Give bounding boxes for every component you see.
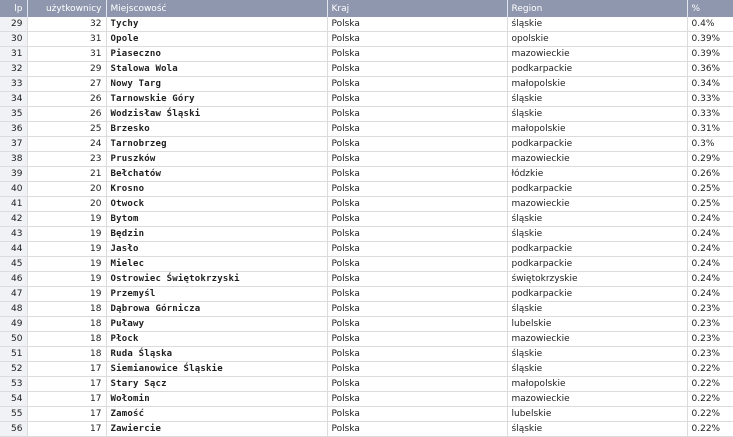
header-users[interactable]: użytkownicy bbox=[27, 0, 106, 17]
cell-city: Tarnowskie Góry bbox=[106, 92, 327, 107]
header-country[interactable]: Kraj bbox=[327, 0, 507, 17]
cell-city: Stalowa Wola bbox=[106, 62, 327, 77]
cell-percent: 0.24% bbox=[687, 257, 733, 272]
cell-region: małopolskie bbox=[507, 122, 687, 137]
cell-percent: 0.34% bbox=[687, 77, 733, 92]
table-row bbox=[0, 227, 733, 242]
table-row bbox=[0, 197, 733, 212]
cell-users: 19 bbox=[27, 227, 106, 242]
cell-region: mazowieckie bbox=[507, 47, 687, 62]
table-row bbox=[0, 332, 733, 347]
cell-users: 23 bbox=[27, 152, 106, 167]
cell-percent: 0.22% bbox=[687, 422, 733, 437]
header-percent[interactable]: % bbox=[687, 0, 733, 17]
cell-region: podkarpackie bbox=[507, 287, 687, 302]
cell-percent: 0.24% bbox=[687, 272, 733, 287]
cell-region: podkarpackie bbox=[507, 62, 687, 77]
cell-country: Polska bbox=[327, 287, 507, 302]
cell-city: Opole bbox=[106, 32, 327, 47]
cell-city: Mielec bbox=[106, 257, 327, 272]
table-row bbox=[0, 47, 733, 62]
cell-region: mazowieckie bbox=[507, 197, 687, 212]
cell-city: Nowy Targ bbox=[106, 77, 327, 92]
table-row bbox=[0, 137, 733, 152]
cell-city: Stary Sącz bbox=[106, 377, 327, 392]
cell-users: 31 bbox=[27, 32, 106, 47]
cell-country: Polska bbox=[327, 152, 507, 167]
cell-region: śląskie bbox=[507, 92, 687, 107]
cell-country: Polska bbox=[327, 92, 507, 107]
cell-region: łódzkie bbox=[507, 167, 687, 182]
cell-country: Polska bbox=[327, 137, 507, 152]
cell-country: Polska bbox=[327, 422, 507, 437]
table-row bbox=[0, 422, 733, 437]
cell-region: mazowieckie bbox=[507, 332, 687, 347]
cell-city: Dąbrowa Górnicza bbox=[106, 302, 327, 317]
table-row bbox=[0, 347, 733, 362]
cell-city: Ostrowiec Świętokrzyski bbox=[106, 272, 327, 287]
cell-percent: 0.24% bbox=[687, 212, 733, 227]
cell-city: Wodzisław Śląski bbox=[106, 107, 327, 122]
cell-city: Otwock bbox=[106, 197, 327, 212]
cell-region: śląskie bbox=[507, 227, 687, 242]
table-row bbox=[0, 242, 733, 257]
table-row bbox=[0, 407, 733, 422]
cell-region: śląskie bbox=[507, 362, 687, 377]
cell-lp: 54 bbox=[0, 392, 27, 407]
header-region[interactable]: Region bbox=[507, 0, 687, 17]
cell-country: Polska bbox=[327, 77, 507, 92]
table-body bbox=[0, 17, 733, 437]
cell-city: Wołomin bbox=[106, 392, 327, 407]
cell-percent: 0.23% bbox=[687, 302, 733, 317]
cell-city: Pruszków bbox=[106, 152, 327, 167]
table-row bbox=[0, 287, 733, 302]
cell-users: 26 bbox=[27, 107, 106, 122]
cell-percent: 0.24% bbox=[687, 287, 733, 302]
cell-lp: 34 bbox=[0, 92, 27, 107]
cell-city: Płock bbox=[106, 332, 327, 347]
cell-lp: 53 bbox=[0, 377, 27, 392]
cell-percent: 0.25% bbox=[687, 197, 733, 212]
cell-lp: 44 bbox=[0, 242, 27, 257]
table-row bbox=[0, 122, 733, 137]
cell-country: Polska bbox=[327, 167, 507, 182]
cell-country: Polska bbox=[327, 302, 507, 317]
table-row bbox=[0, 77, 733, 92]
cell-users: 20 bbox=[27, 197, 106, 212]
cell-lp: 41 bbox=[0, 197, 27, 212]
cell-lp: 29 bbox=[0, 17, 27, 32]
cell-lp: 40 bbox=[0, 182, 27, 197]
table-row bbox=[0, 32, 733, 47]
cell-country: Polska bbox=[327, 317, 507, 332]
cell-city: Zawiercie bbox=[106, 422, 327, 437]
cell-lp: 36 bbox=[0, 122, 27, 137]
cell-users: 20 bbox=[27, 182, 106, 197]
cell-country: Polska bbox=[327, 32, 507, 47]
cell-users: 18 bbox=[27, 302, 106, 317]
table-row bbox=[0, 377, 733, 392]
cell-percent: 0.4% bbox=[687, 17, 733, 32]
cell-lp: 51 bbox=[0, 347, 27, 362]
cell-users: 17 bbox=[27, 407, 106, 422]
cell-region: podkarpackie bbox=[507, 137, 687, 152]
cell-country: Polska bbox=[327, 407, 507, 422]
cell-region: lubelskie bbox=[507, 407, 687, 422]
cell-users: 17 bbox=[27, 392, 106, 407]
cell-country: Polska bbox=[327, 227, 507, 242]
cell-users: 19 bbox=[27, 257, 106, 272]
table-row bbox=[0, 212, 733, 227]
cell-country: Polska bbox=[327, 212, 507, 227]
cell-percent: 0.24% bbox=[687, 227, 733, 242]
cell-percent: 0.36% bbox=[687, 62, 733, 77]
cell-country: Polska bbox=[327, 377, 507, 392]
cell-users: 18 bbox=[27, 332, 106, 347]
cell-city: Krosno bbox=[106, 182, 327, 197]
cell-region: małopolskie bbox=[507, 377, 687, 392]
table-row bbox=[0, 17, 733, 32]
cell-percent: 0.25% bbox=[687, 182, 733, 197]
cell-lp: 56 bbox=[0, 422, 27, 437]
table-row bbox=[0, 302, 733, 317]
cell-country: Polska bbox=[327, 47, 507, 62]
cell-percent: 0.33% bbox=[687, 107, 733, 122]
cell-region: śląskie bbox=[507, 347, 687, 362]
cell-city: Puławy bbox=[106, 317, 327, 332]
cell-percent: 0.22% bbox=[687, 362, 733, 377]
cell-lp: 32 bbox=[0, 62, 27, 77]
cell-users: 19 bbox=[27, 242, 106, 257]
cell-region: śląskie bbox=[507, 422, 687, 437]
cell-region: podkarpackie bbox=[507, 257, 687, 272]
cell-region: śląskie bbox=[507, 17, 687, 32]
cell-percent: 0.23% bbox=[687, 332, 733, 347]
cell-lp: 33 bbox=[0, 77, 27, 92]
cell-users: 32 bbox=[27, 17, 106, 32]
cell-users: 27 bbox=[27, 77, 106, 92]
cell-percent: 0.31% bbox=[687, 122, 733, 137]
cell-country: Polska bbox=[327, 62, 507, 77]
cell-lp: 39 bbox=[0, 167, 27, 182]
table-row bbox=[0, 152, 733, 167]
cell-country: Polska bbox=[327, 362, 507, 377]
cell-lp: 48 bbox=[0, 302, 27, 317]
cell-city: Zamość bbox=[106, 407, 327, 422]
cell-percent: 0.23% bbox=[687, 317, 733, 332]
cell-city: Tychy bbox=[106, 17, 327, 32]
table-header bbox=[0, 0, 733, 17]
cell-percent: 0.29% bbox=[687, 152, 733, 167]
cell-region: małopolskie bbox=[507, 77, 687, 92]
cell-country: Polska bbox=[327, 332, 507, 347]
cell-region: lubelskie bbox=[507, 317, 687, 332]
cell-percent: 0.23% bbox=[687, 347, 733, 362]
cell-region: śląskie bbox=[507, 212, 687, 227]
cell-region: mazowieckie bbox=[507, 392, 687, 407]
cell-users: 18 bbox=[27, 347, 106, 362]
table-row bbox=[0, 392, 733, 407]
cell-city: Siemianowice Śląskie bbox=[106, 362, 327, 377]
cell-region: podkarpackie bbox=[507, 242, 687, 257]
cell-region: mazowieckie bbox=[507, 152, 687, 167]
table-row bbox=[0, 257, 733, 272]
table-row bbox=[0, 182, 733, 197]
cell-country: Polska bbox=[327, 107, 507, 122]
cell-city: Jasło bbox=[106, 242, 327, 257]
cell-region: opolskie bbox=[507, 32, 687, 47]
cell-lp: 55 bbox=[0, 407, 27, 422]
table-row bbox=[0, 362, 733, 377]
cell-percent: 0.39% bbox=[687, 47, 733, 62]
cell-city: Tarnobrzeg bbox=[106, 137, 327, 152]
cell-lp: 45 bbox=[0, 257, 27, 272]
table-row bbox=[0, 92, 733, 107]
cell-region: śląskie bbox=[507, 107, 687, 122]
cell-users: 17 bbox=[27, 377, 106, 392]
cell-lp: 49 bbox=[0, 317, 27, 332]
cell-users: 31 bbox=[27, 47, 106, 62]
table-row bbox=[0, 107, 733, 122]
cell-users: 26 bbox=[27, 92, 106, 107]
cell-city: Przemyśl bbox=[106, 287, 327, 302]
cell-country: Polska bbox=[327, 257, 507, 272]
cell-percent: 0.22% bbox=[687, 407, 733, 422]
cell-country: Polska bbox=[327, 122, 507, 137]
cell-users: 24 bbox=[27, 137, 106, 152]
cell-users: 19 bbox=[27, 212, 106, 227]
table-row bbox=[0, 317, 733, 332]
cell-percent: 0.24% bbox=[687, 242, 733, 257]
cell-users: 17 bbox=[27, 422, 106, 437]
cell-city: Będzin bbox=[106, 227, 327, 242]
cell-region: podkarpackie bbox=[507, 182, 687, 197]
cell-lp: 52 bbox=[0, 362, 27, 377]
cell-country: Polska bbox=[327, 242, 507, 257]
cell-city: Bytom bbox=[106, 212, 327, 227]
cell-region: świętokrzyskie bbox=[507, 272, 687, 287]
cell-users: 18 bbox=[27, 317, 106, 332]
cell-users: 19 bbox=[27, 272, 106, 287]
cell-lp: 37 bbox=[0, 137, 27, 152]
cell-lp: 46 bbox=[0, 272, 27, 287]
cell-lp: 43 bbox=[0, 227, 27, 242]
cell-lp: 35 bbox=[0, 107, 27, 122]
cell-percent: 0.22% bbox=[687, 377, 733, 392]
cell-city: Brzesko bbox=[106, 122, 327, 137]
table-row bbox=[0, 272, 733, 287]
cell-city: Bełchatów bbox=[106, 167, 327, 182]
cell-lp: 31 bbox=[0, 47, 27, 62]
cell-users: 17 bbox=[27, 362, 106, 377]
cell-users: 21 bbox=[27, 167, 106, 182]
cell-region: śląskie bbox=[507, 302, 687, 317]
cell-country: Polska bbox=[327, 272, 507, 287]
table-row bbox=[0, 62, 733, 77]
header-lp[interactable]: lp bbox=[0, 0, 27, 17]
header-row bbox=[0, 0, 733, 17]
cell-percent: 0.22% bbox=[687, 392, 733, 407]
cell-country: Polska bbox=[327, 182, 507, 197]
cell-percent: 0.3% bbox=[687, 137, 733, 152]
cell-lp: 42 bbox=[0, 212, 27, 227]
cell-users: 29 bbox=[27, 62, 106, 77]
cell-country: Polska bbox=[327, 197, 507, 212]
cell-lp: 47 bbox=[0, 287, 27, 302]
cell-lp: 38 bbox=[0, 152, 27, 167]
cell-users: 25 bbox=[27, 122, 106, 137]
header-city[interactable]: Miejscowość bbox=[106, 0, 327, 17]
cell-city: Piaseczno bbox=[106, 47, 327, 62]
cell-country: Polska bbox=[327, 392, 507, 407]
cell-lp: 50 bbox=[0, 332, 27, 347]
cell-city: Ruda Śląska bbox=[106, 347, 327, 362]
cell-percent: 0.33% bbox=[687, 92, 733, 107]
cell-percent: 0.39% bbox=[687, 32, 733, 47]
cell-country: Polska bbox=[327, 347, 507, 362]
cell-country: Polska bbox=[327, 17, 507, 32]
table-row bbox=[0, 167, 733, 182]
cell-users: 19 bbox=[27, 287, 106, 302]
cell-percent: 0.26% bbox=[687, 167, 733, 182]
cell-lp: 30 bbox=[0, 32, 27, 47]
